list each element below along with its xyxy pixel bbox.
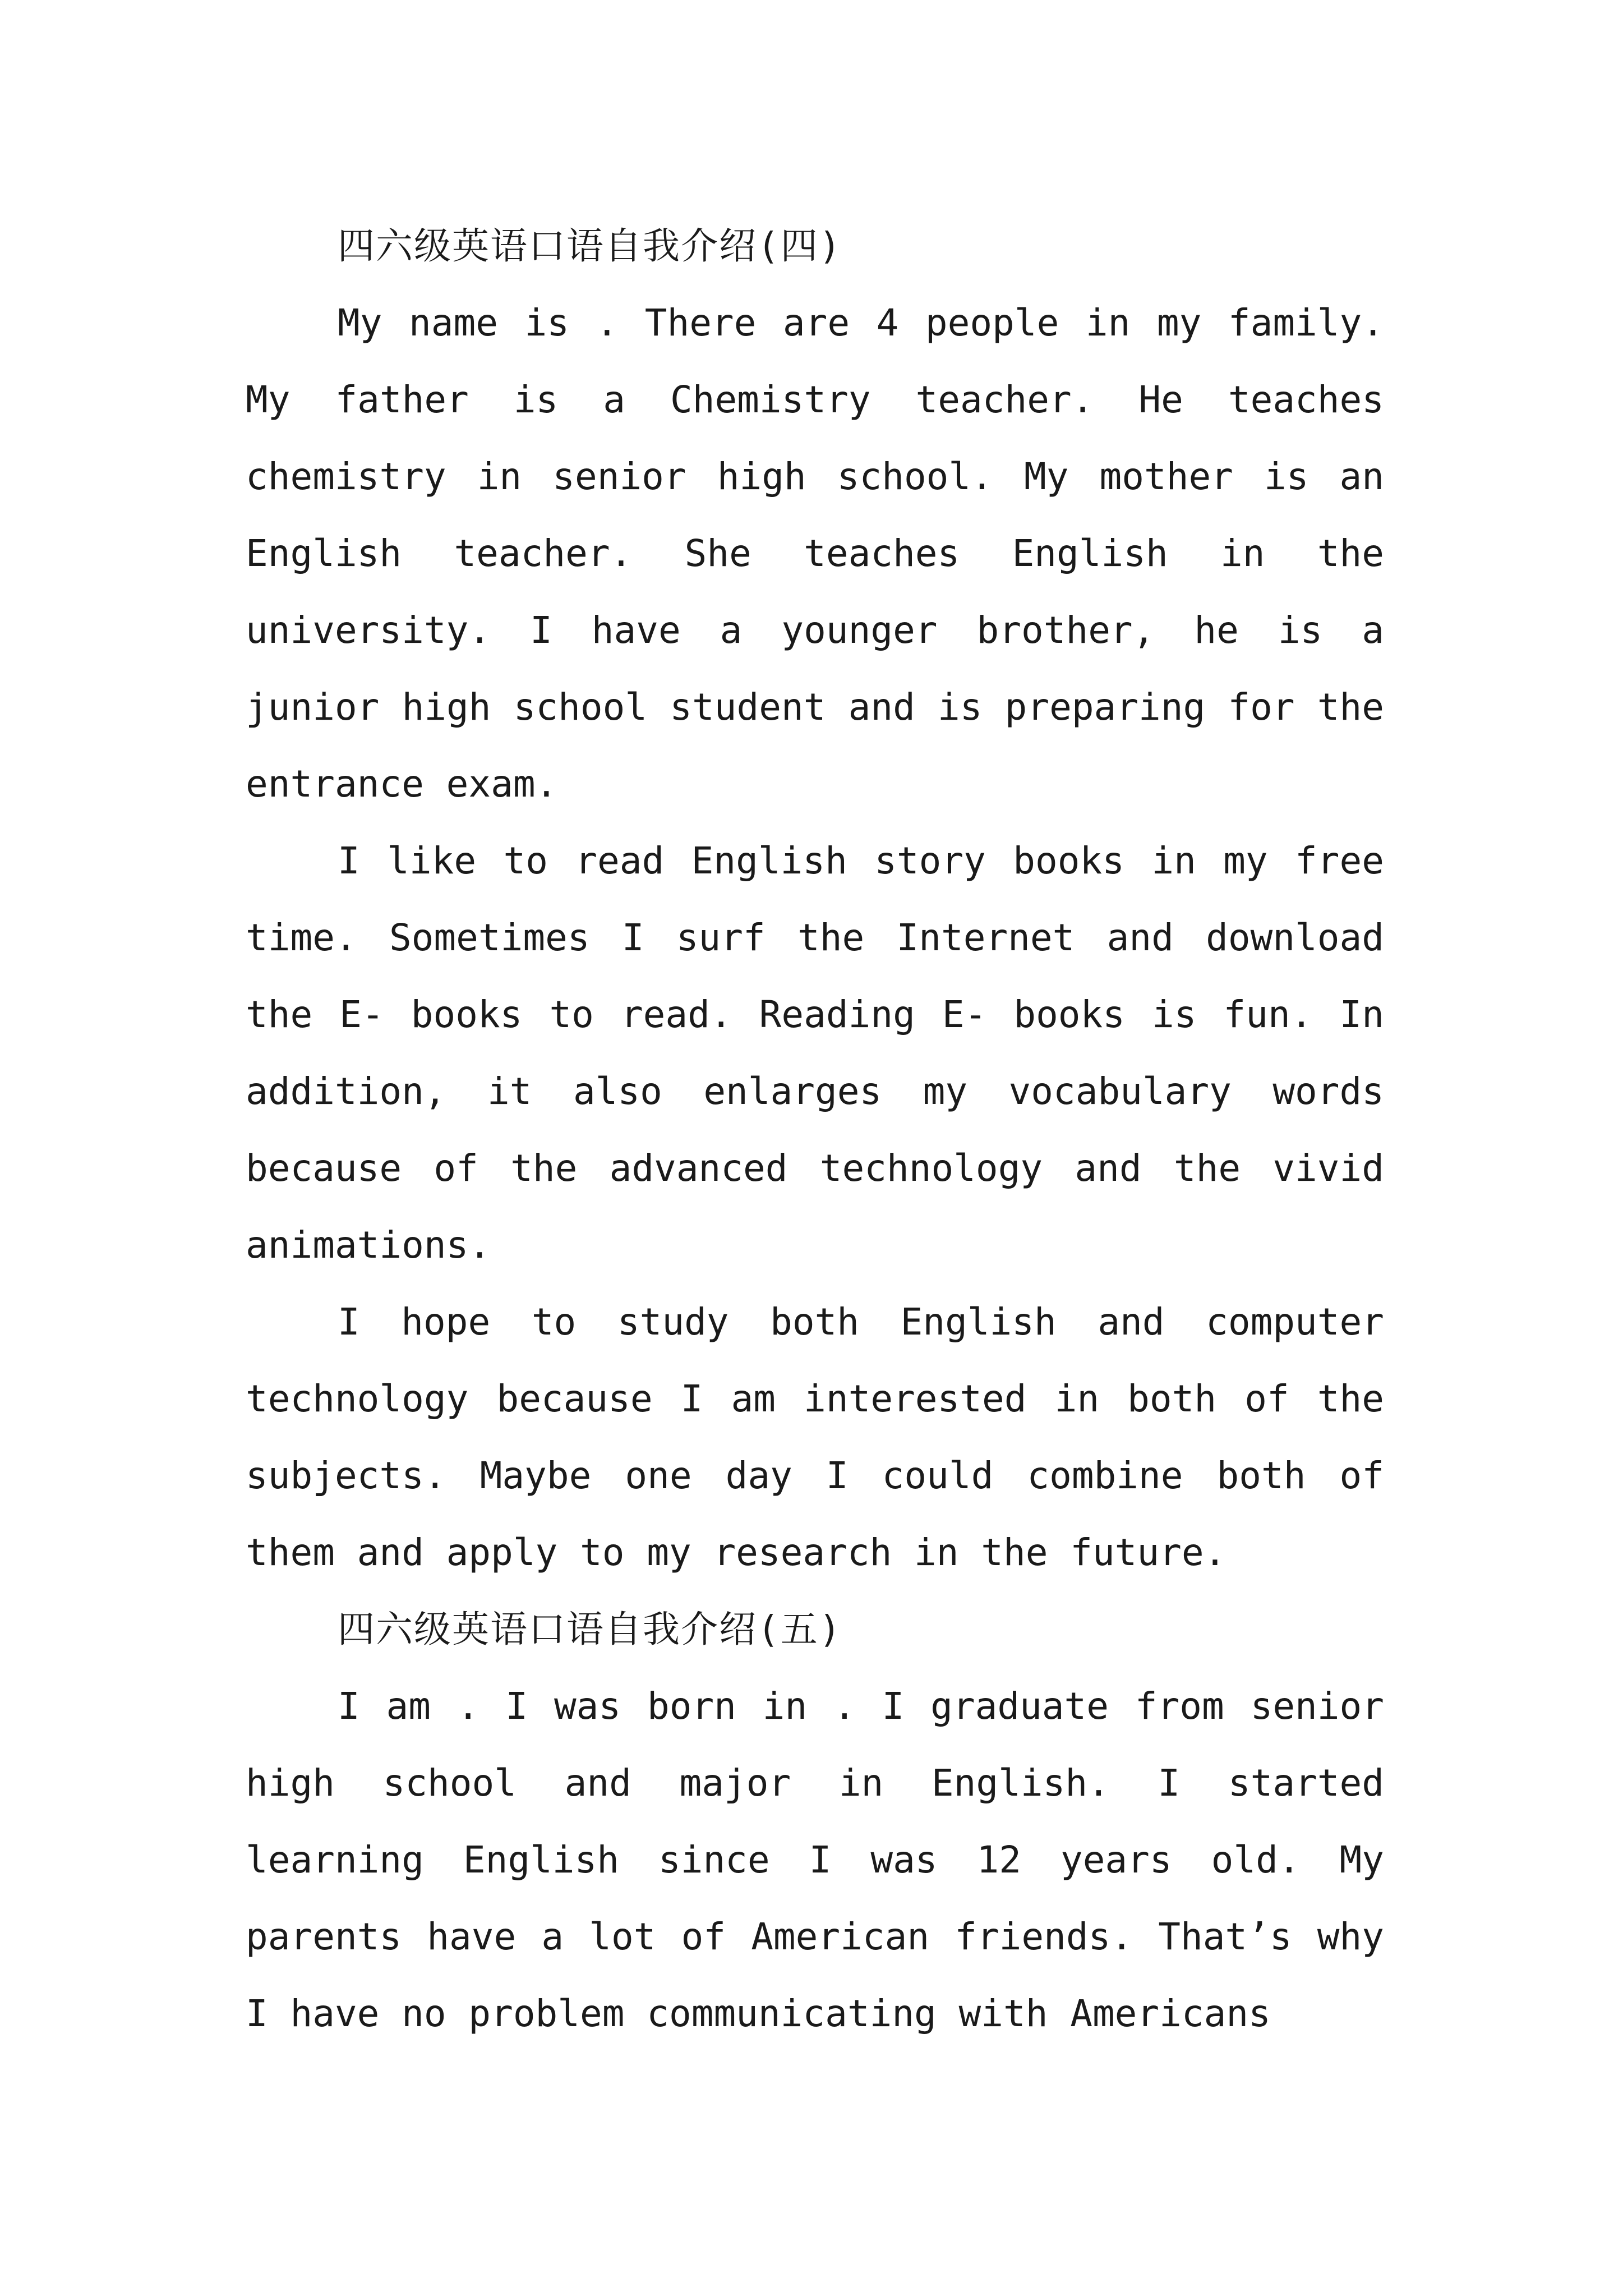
document-page (246, 208, 1384, 2052)
paragraph-background: I am . I was born in . I graduate from senior high school and major in English. I started learning English since I was 12 years old. My parents have a lot of American friends. That’s why I have no problem communicating with Americans (246, 1685, 1384, 2035)
section-heading-4: 四六级英语口语自我介绍(四) (338, 224, 842, 268)
paragraph-hobbies: I like to read English story books in my free time. Sometimes I surf the Internet and download the E- books to read. Reading E- books is fun. In addition, it also enlarges my vocabulary words because of the advanced technology and the vivid animations. (246, 839, 1384, 1267)
paragraph-family: My name is . There are 4 people in my family. My father is a Chemistry teacher. He teaches chemistry in senior high school. My mother is an English teacher. She teaches English in the university. I have a younger brother, he is a junior high school student and is preparing for the entrance exam. (246, 301, 1384, 806)
section-heading-5: 四六级英语口语自我介绍(五) (338, 1608, 842, 1651)
paragraph-study-goals: I hope to study both English and computer technology because I am interested in both of the subjects. Maybe one day I could combine both of them and apply to my research in the future. (246, 1300, 1384, 1574)
